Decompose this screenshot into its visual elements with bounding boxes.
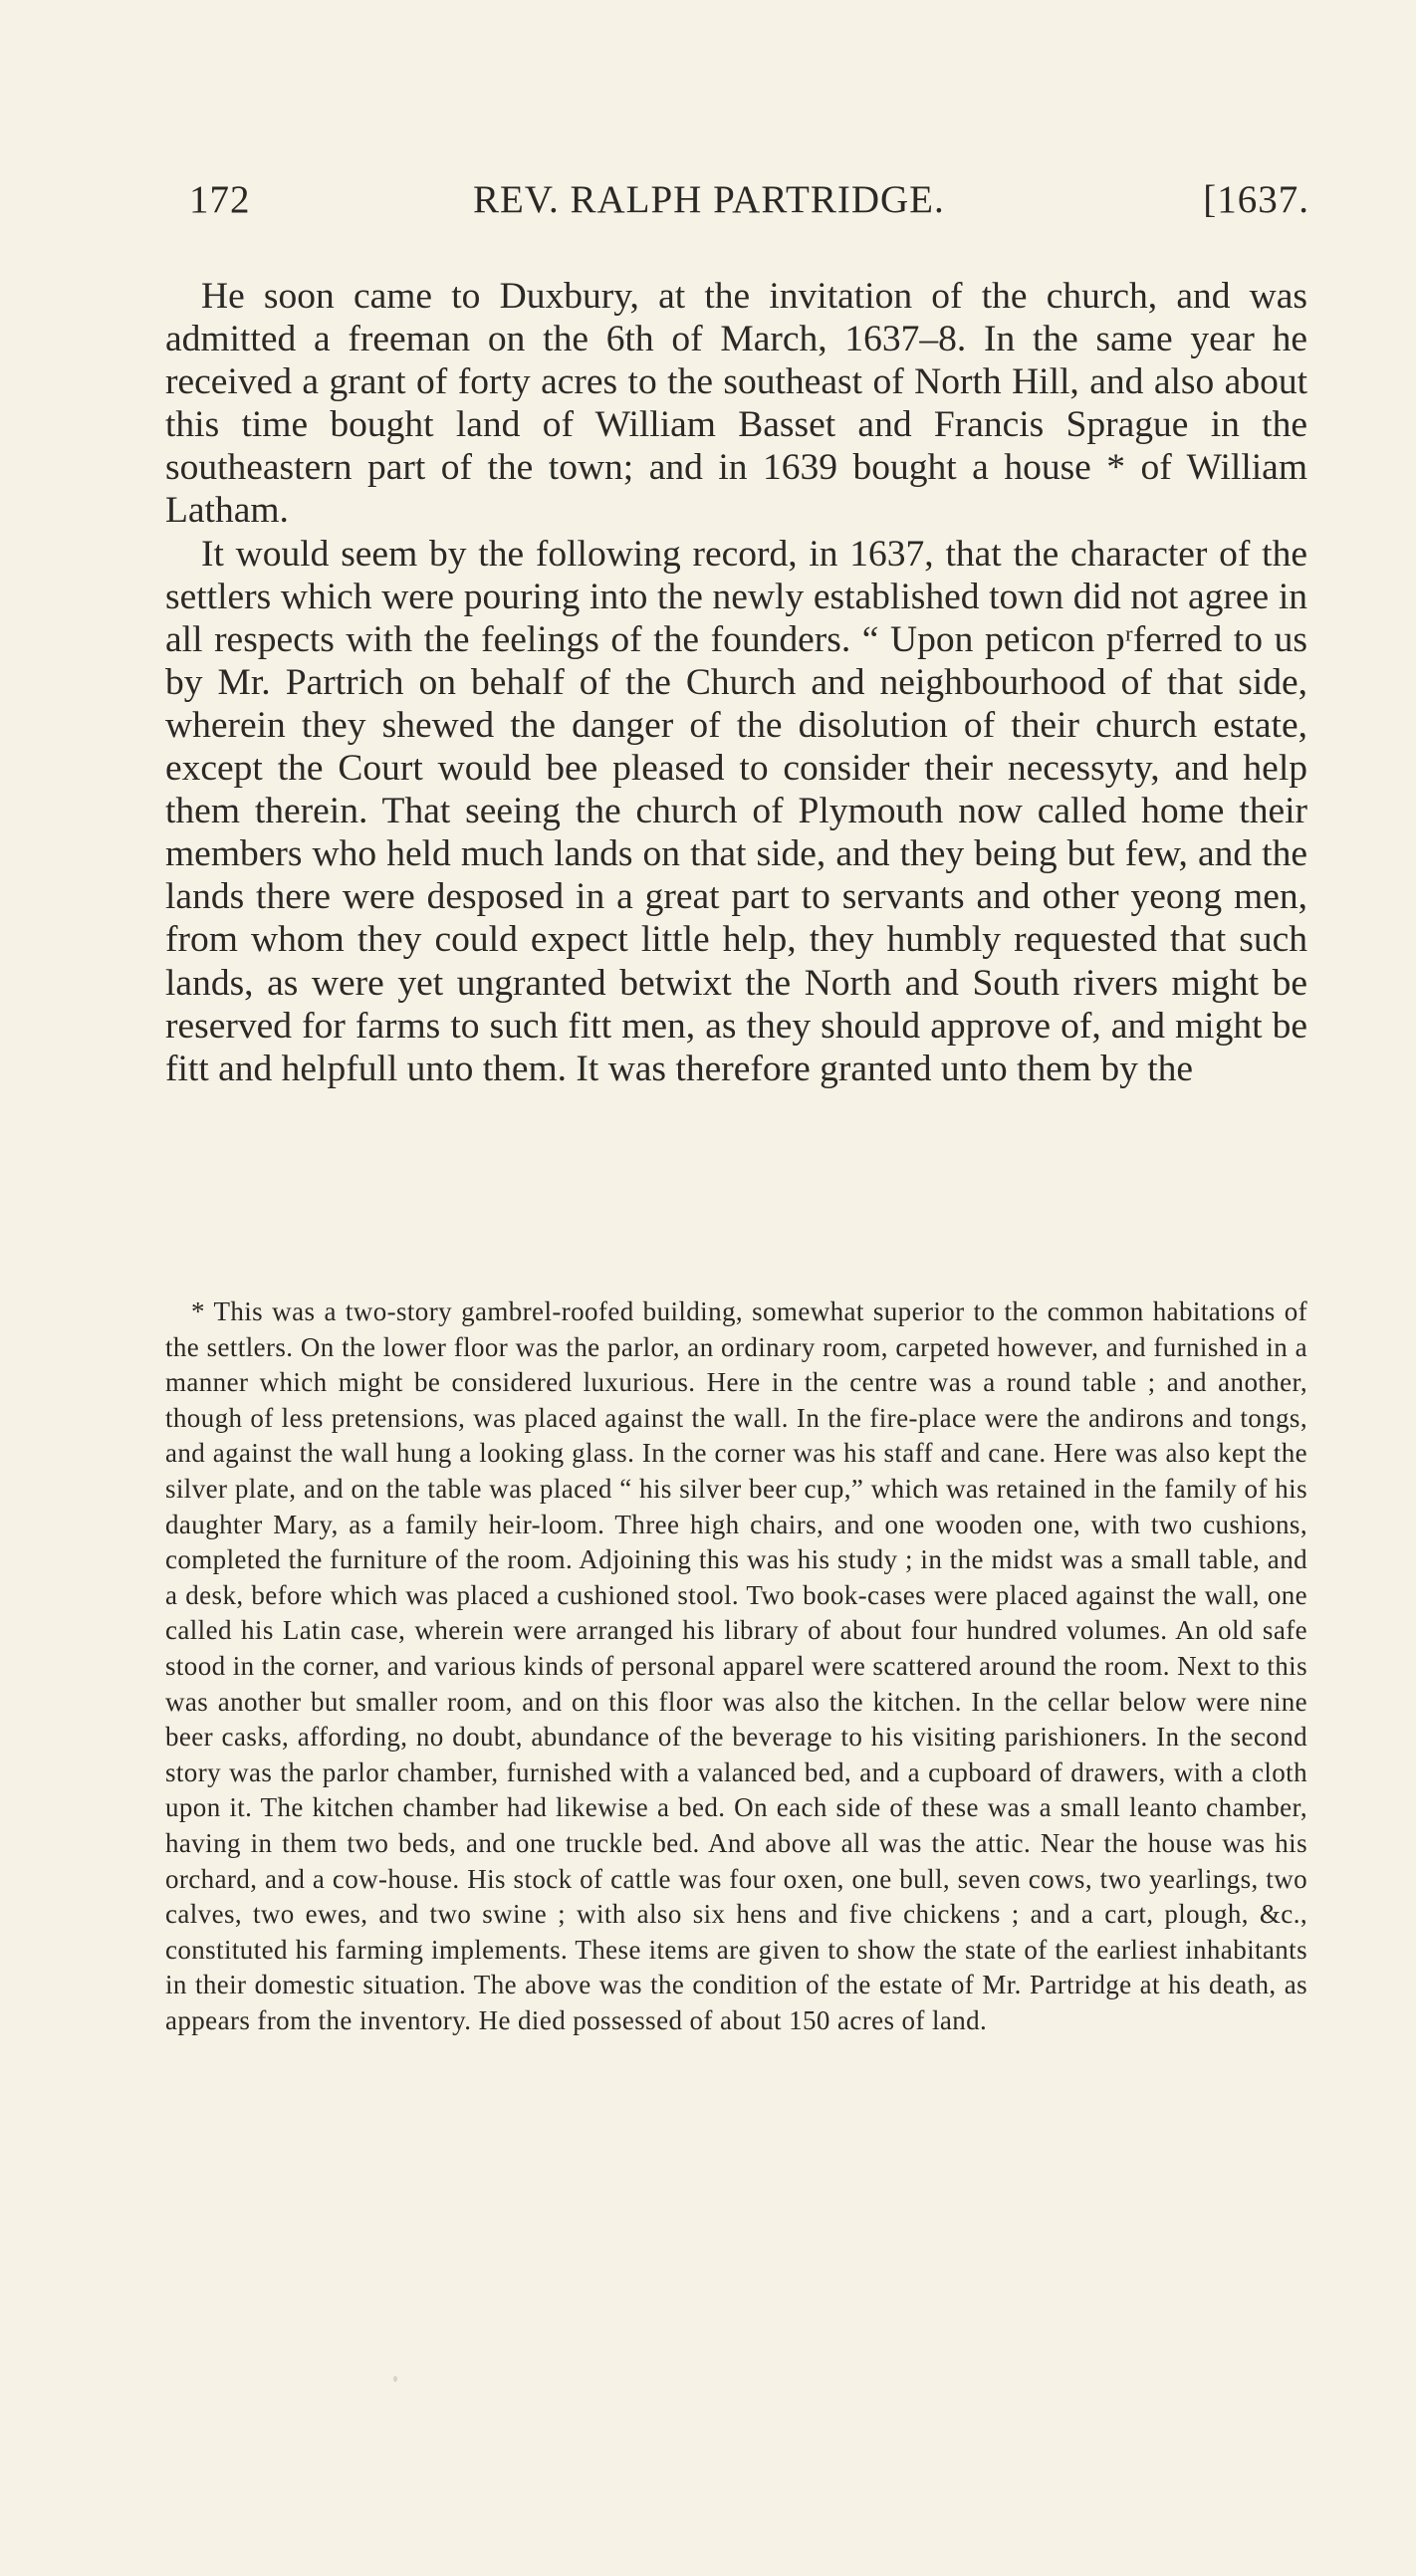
page-number: 172 (189, 178, 251, 221)
paper-speck (393, 2376, 397, 2382)
paragraph: He soon came to Duxbury, at the invitation of the church, and was admitted a freeman on the 6th of March, 1637–8. In the same year he received a grant of forty acres to the southeast of North Hill, and also about this time bought land of William Basset and Francis Sprague in the southeastern part of the town; and in 1639 bought a house * of William Latham. (165, 276, 1307, 532)
footnote (165, 1294, 1307, 2038)
main-text (165, 275, 1307, 1090)
footnote-text: * This was a two-story gambrel-roofed building, somewhat superior to the common habitations of the settlers. On the lower floor was the parlor, an ordinary room, carpeted however, and furnished in a manner which might be considered luxurious. Here in the centre was a round table ; and another, though of less pretensions, was placed against the wall. In the fire-place were the andirons and tongs, and against the wall hung a looking glass. In the corner was his staff and cane. Here was also kept the silver plate, and on the table was placed “ his silver beer cup,” which was retained in the family of his daughter Mary, as a family heir-loom. Three high chairs, and one wooden one, with two cushions, completed the furniture of the room. Adjoining this was his study ; in the midst was a small table, and a desk, before which was placed a cushioned stool. Two book-cases were placed against the wall, one called his Latin case, wherein were arranged his library of about four hundred volumes. An old safe stood in the corner, and various kinds of personal apparel were scattered around the room. Next to this was another but smaller room, and on this floor was also the kitchen. In the cellar below were nine beer casks, affording, no doubt, abundance of the beverage to his visiting parishioners. In the second story was the parlor chamber, furnished with a valanced bed, and a cupboard of drawers, with a cloth upon it. The kitchen chamber had likewise a bed. On each side of these was a small leanto chamber, having in them two beds, and one truckle bed. And above all was the attic. Near the house was his orchard, and a cow-house. His stock of cattle was four oxen, one bull, seven cows, two yearlings, two calves, two ewes, and two swine ; with also six hens and five chickens ; and a cart, plough, &c., constituted his farming implements. These items are given to show the state of the earliest inhabitants in their domestic situation. The above was the condition of the estate of Mr. Partridge at his death, as appears from the inventory. He died possessed of about 150 acres of land. (165, 1296, 1307, 2035)
running-year: [1637. (1203, 178, 1309, 221)
paragraph: It would seem by the following record, in 1637, that the character of the settlers which were pouring into the newly established town did not agree in all respects with the feelings of the founders. “ Upon peticon pʳferred to us by Mr. Partrich on behalf of the Church and neighbourhood of that side, wherein they shewed the danger of the disolution of their church estate, except the Court would bee pleased to consider their necessyty, and help them therein. That seeing the church of Plymouth now called home their members who held much lands on that side, and they being but few, and the lands there were desposed in a great part to servants and other yeong men, from whom they could expect little help, they humbly requested that such lands, as were yet ungranted betwixt the North and South rivers might be reserved for farms to such fitt men, as they should approve of, and might be fitt and helpfull unto them. It was therefore granted unto them by the (165, 533, 1307, 1089)
running-title: REV. RALPH PARTRIDGE. (473, 178, 945, 221)
running-header (189, 177, 1309, 237)
